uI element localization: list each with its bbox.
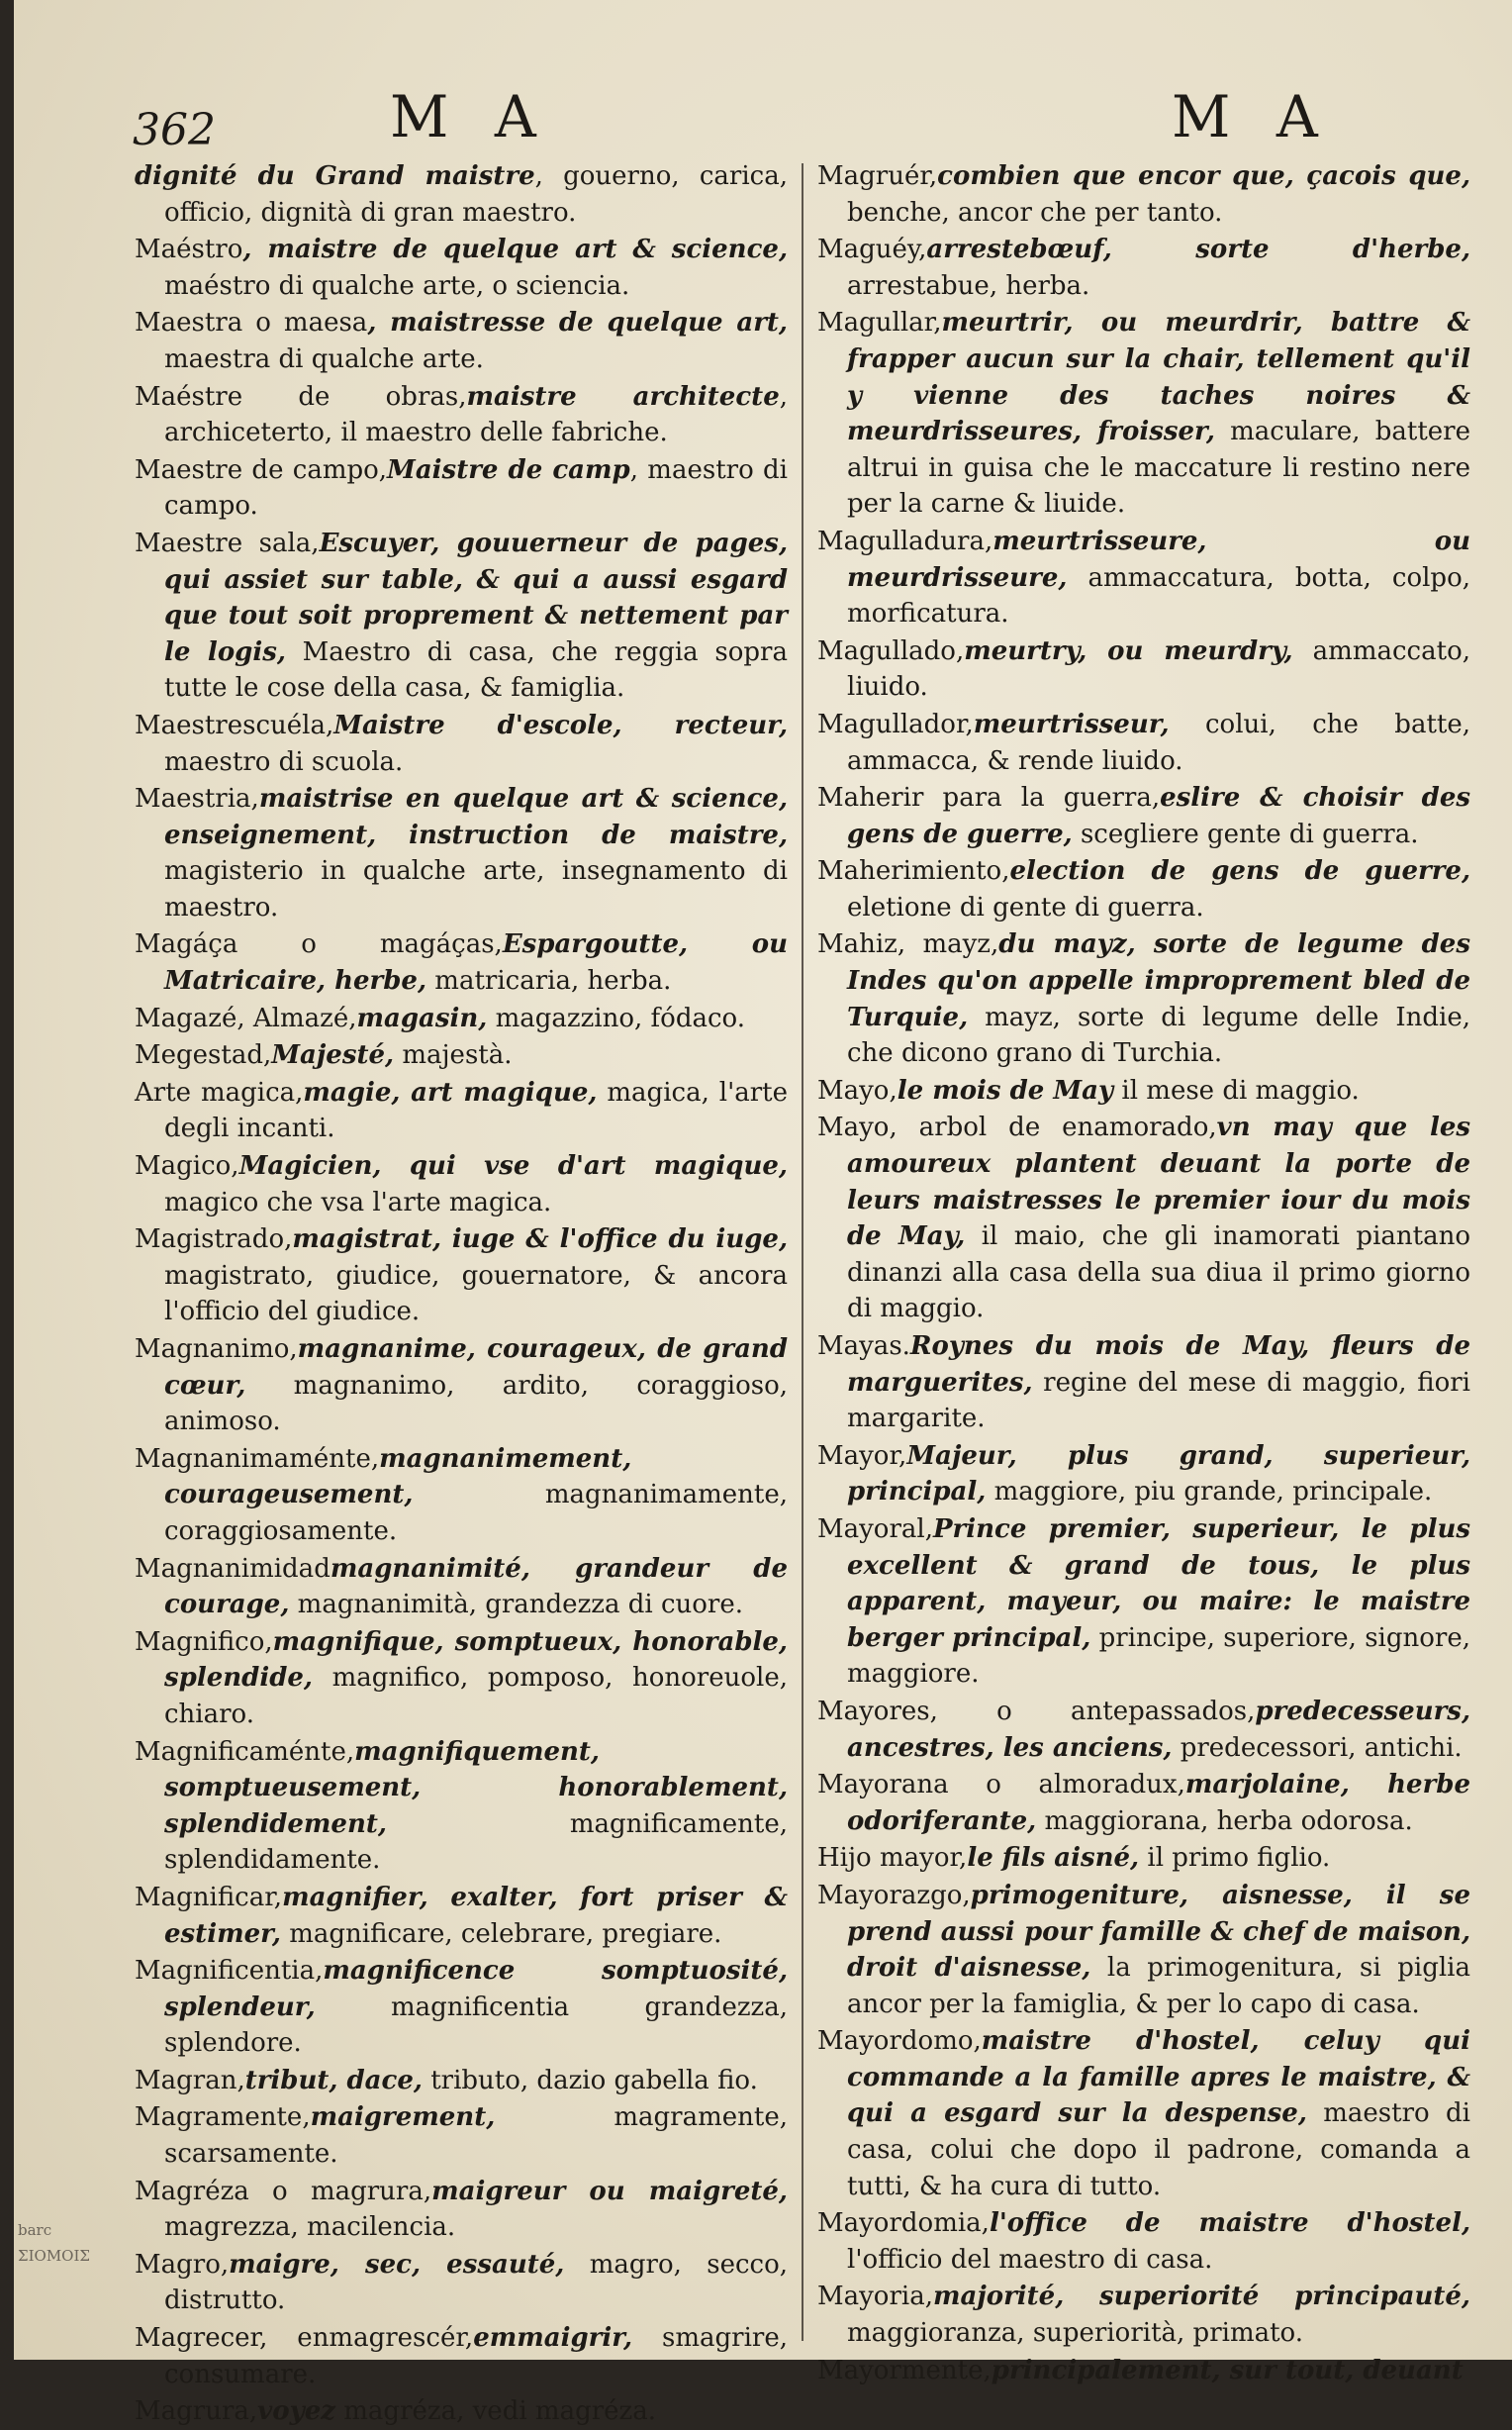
entry-headword: Magrecer, enmagrescér, [135,2323,474,2354]
dictionary-entry [135,1880,788,1952]
running-header [14,69,1512,158]
entry-french-gloss: majorité, superiorité principauté, [932,2282,1470,2312]
dictionary-entry [817,2205,1470,2278]
entry-italian-gloss: maggiore, piu grande, principale. [986,1477,1433,1507]
dictionary-entry [817,1767,1470,1839]
entry-headword: Maherir para la guerra, [817,783,1161,814]
entry-french-gloss: meurtrisseure, ou meurdrisseure, [847,526,1470,593]
entry-italian-gloss: maestra di qualche arte. [164,343,484,374]
entry-french-gloss: magie, art magique, [303,1077,598,1108]
dictionary-entry [817,524,1470,632]
right-column [817,158,1471,2385]
dictionary-entry [135,1221,788,1330]
dictionary-entry [817,1328,1470,1437]
dictionary-entry [817,1694,1470,1766]
entry-italian-gloss: magnificare, celebrare, pregiare. [280,1918,722,1949]
dictionary-entry [135,452,788,525]
entry-italian-gloss: smagrire, consumare. [164,2323,788,2389]
entry-french-gloss: Espargoutte, ou Matricaire, herbe, [164,929,789,997]
entry-italian-gloss: scegliere gente di guerra. [1072,819,1419,849]
entry-french-gloss: vn may que les amoureux plantent deuant la porte de leurs maistresses le premier iour du mois de May, [847,1113,1470,1252]
entry-headword: Mayor, [817,1440,907,1471]
entry-headword: Magramente, [135,2102,311,2133]
entry-french-gloss: election de gens de guerre, [1009,856,1470,887]
dictionary-entry [817,305,1470,523]
entry-headword: Magnanimaménte, [135,1443,380,1474]
entry-french-gloss: emmaigrir, [473,2323,633,2354]
entry-headword: Magran, [135,2065,245,2095]
entry-french-gloss: maistre architecte [466,381,780,412]
entry-french-gloss: maigrement, [310,2102,496,2133]
dictionary-entry [135,1148,788,1220]
entry-french-gloss: tribut, dace, [244,2065,423,2095]
entry-headword: Maestrescuéla, [135,710,334,740]
dictionary-entry [135,1624,788,1733]
entry-italian-gloss: magazzino, fódaco. [487,1003,745,1033]
dictionary-entry [817,1438,1470,1510]
entry-french-gloss: Maistre de camp [387,454,630,485]
entry-italian-gloss: la primogenitura, si piglia ancor per la famiglia, & per lo capo di casa. [847,1953,1470,2019]
dictionary-entry [817,1840,1470,1877]
dictionary-entry [817,1110,1470,1327]
dictionary-entry [817,2279,1470,2351]
entry-italian-gloss: magnanimo, ardito, coraggioso, animoso. [164,1370,788,1437]
entry-french-gloss: Majesté, [271,1040,395,1071]
entry-french-gloss: maistrise en quelque art & science, enseignement, instruction de maistre, [164,784,788,850]
entry-french-gloss: Roynes du mois de May, fleurs de marguerites, [847,1331,1470,1398]
dictionary-entry [817,2353,1470,2389]
entry-french-gloss: meurtrisseur, [973,709,1170,739]
entry-italian-gloss: magrezza, macilencia. [164,2212,456,2243]
dictionary-entry [135,158,788,231]
entry-italian-gloss: Maestro di casa, che reggia sopra tutte le cose della casa, & famiglia. [164,636,788,704]
entry-headword: Mayorana o almoradux, [817,1770,1185,1800]
dictionary-entry [135,2320,788,2392]
dictionary-entry [135,2174,788,2246]
dictionary-entry [135,526,788,707]
dictionary-entry [817,633,1470,706]
dictionary-entry [135,2099,788,2172]
entry-headword: Mayo, [817,1075,898,1106]
entry-italian-gloss: tributo, dazio gabella fio. [422,2065,758,2095]
entry-italian-gloss: majestà. [394,1040,513,1071]
entry-italian-gloss: , archiceterto, il maestro delle fabriche. [164,381,788,448]
entry-headword: Maestre sala, [135,528,320,558]
dictionary-entry [135,1734,788,1879]
entry-italian-gloss: il mese di maggio. [1113,1075,1360,1106]
entry-headword: Magro, [135,2249,230,2280]
gutter-fragment [14,2217,91,2356]
entry-headword: Mayormente, [817,2355,992,2385]
entry-french-gloss: Majeur, plus grand, superieur, principal, [847,1440,1470,1507]
entry-italian-gloss: ammaccatura, botta, colpo, morficatura. [847,562,1470,630]
entry-italian-gloss: maggioranza, superiorità, primato. [847,2318,1304,2349]
dictionary-entry [135,232,788,304]
entry-italian-gloss: maéstro di qualche arte, o sciencia. [164,270,630,301]
entry-italian-gloss: l'officio del maestro di casa. [847,2244,1213,2275]
entry-french-gloss: magnifique, somptueux, honorable, splendide, [164,1626,788,1694]
running-head-left: M A [390,83,550,150]
entry-headword: Magnanimo, [135,1334,298,1364]
entry-italian-gloss: regine del mese di maggio, fiori margarite. [847,1367,1470,1434]
entry-french-gloss: predecesseurs, ancestres, les anciens, [847,1696,1470,1763]
entry-french-gloss: magnanimité, grandeur de courage, [164,1553,788,1620]
entry-headword: Maherimiento, [817,856,1010,887]
entry-italian-gloss: predecessori, antichi. [1172,1732,1463,1763]
entry-headword: Magico, [135,1151,239,1182]
entry-italian-gloss: magnanimamente, coraggiosamente. [164,1480,788,1546]
entry-french-gloss: meurtrir, ou meurdrir, battre & frapper aucun sur la chair, tellement qu'il y vienne des taches noires & meurdrisseures, froisser, [847,308,1470,447]
entry-headword: Mayordomo, [817,2026,982,2057]
entry-italian-gloss: magro, secco, distrutto. [164,2249,788,2316]
column-divider [802,163,803,2341]
dictionary-entry [135,2247,788,2319]
entry-headword: Maestra o maesa [135,308,368,339]
entry-headword: Magullado, [817,635,965,666]
entry-headword: Mayoria, [817,2282,933,2312]
entry-italian-gloss: magico che vsa l'arte magica. [164,1187,552,1217]
dictionary-entry [135,1441,788,1550]
entry-italian-gloss: , gouerno, carica, officio, dignità di gran maestro. [164,161,789,228]
dictionary-entry [135,781,788,925]
entry-italian-gloss: maestro di scuola. [164,746,404,777]
entry-headword: Maéstre de obras, [135,381,467,412]
entry-headword: Magréza o magrura, [135,2176,432,2206]
entry-french-gloss: marjolaine, herbe odoriferante, [847,1770,1470,1836]
dictionary-entry [817,926,1470,1071]
entry-french-gloss: , maistre de quelque art & science, [242,235,788,265]
entry-italian-gloss: ammaccato, liuido. [847,635,1470,703]
entry-italian-gloss: eletione di gente di guerra. [847,892,1204,923]
entry-french-gloss: magnificence somptuosité, splendeur, [164,1956,788,2022]
entry-italian-gloss: magisterio in qualche arte, insegnamento di maestro. [164,856,788,923]
entry-french-gloss: Escuyer, gouuerneur de pages, qui assiet sur table, & qui a aussi esgard que tout soit proprement & nettement par le logis, [164,528,788,667]
entry-french-gloss: magnanimement, courageusement, [164,1443,632,1510]
entry-french-gloss: l'office de maistre d'hostel, [989,2208,1470,2239]
entry-italian-gloss: il maio, che gli inamorati piantano dinanzi alla casa della sua diua il primo giorno di maggio. [847,1221,1470,1324]
entry-french-gloss: maistre d'hostel, celuy qui commande a la famille apres le maistre, & qui a esgard sur la despense, [847,2026,1470,2129]
entry-headword: Magnificentia, [135,1956,324,1987]
dictionary-entry [135,926,788,999]
entry-headword: Magruér, [817,161,938,191]
entry-italian-gloss: colui, che batte, ammacca, & rende liuido. [847,709,1470,776]
dictionary-entry [135,1953,788,2062]
dictionary-entry [135,708,788,780]
entry-italian-gloss: benche, ancor che per tanto. [847,197,1223,228]
entry-italian-gloss: maggiorana, herba odorosa. [1036,1805,1413,1836]
entry-italian-gloss: matricaria, herba. [426,966,672,997]
entry-headword: Mayo, arbol de enamorado, [817,1113,1217,1143]
dictionary-entry [817,707,1470,779]
gutter-text-line: barc [18,2221,52,2239]
running-head-right: M A [1172,83,1332,150]
entry-french-gloss: maigreur ou maigreté, [431,2176,788,2206]
entry-italian-gloss: magnificamente, splendidamente. [164,1808,788,1876]
entry-headword: Mayores, o antepassados, [817,1696,1256,1726]
entry-french-gloss: principalement, sur tout, deuant [991,2355,1464,2385]
entry-italian-gloss: il primo figlio. [1139,1843,1331,1874]
entry-french-gloss: Magicien, qui vse d'art magique, [238,1151,788,1182]
entry-french-gloss: maigre, sec, essauté, [229,2249,565,2280]
entry-headword: Maéstro [135,235,243,265]
entry-headword: Magullar, [817,308,942,339]
entry-french-gloss: eslire & choisir des gens de guerre, [847,783,1470,849]
entry-french-gloss: le fils aisné, [967,1843,1140,1874]
entry-headword: Maestria, [135,784,259,815]
entry-italian-gloss: , maestro di campo. [164,454,788,522]
entry-headword: Maestre de campo, [135,454,388,485]
entry-headword: Arte magica, [135,1077,304,1108]
entry-french-gloss: magnifier, exalter, fort priser & estimer, [164,1882,788,1949]
entry-headword: Mayordomia, [817,2208,990,2239]
entry-headword: Magáça o magáças, [135,929,503,960]
entry-italian-gloss: arrestabue, herba. [847,270,1090,301]
entry-italian-gloss: magnificentia grandezza, splendore. [164,1992,788,2059]
entry-headword: Mayoral, [817,1513,933,1544]
entry-headword: Hijo mayor, [817,1843,968,1874]
entry-headword: Magnanimidad [135,1553,331,1584]
entry-headword: Maguéy, [817,235,927,265]
entry-headword: Mahiz, mayz, [817,929,999,960]
dictionary-entry [817,1511,1470,1693]
entry-italian-gloss: mayz, sorte di legume delle Indie, che dicono grano di Turchia. [847,1002,1470,1069]
dictionary-entry [817,853,1470,925]
entry-french-gloss: meurtry, ou meurdry, [964,635,1293,666]
dictionary-entry [817,232,1470,304]
dictionary-entry [135,379,788,451]
entry-french-gloss: combien que encor que, çacois que, [937,161,1470,191]
entry-italian-gloss: principe, superiore, signore, maggiore. [847,1622,1470,1690]
entry-italian-gloss: maculare, battere altrui in guisa che le maccature li restino nere per la carne & liuide. [847,417,1471,520]
dictionary-entry [817,1073,1470,1110]
dictionary-entry [817,780,1470,852]
entry-italian-gloss: maestro di casa, colui che dopo il padrone, comanda a tutti, & ha cura di tutto. [847,2098,1470,2201]
dictionary-entry [135,1331,788,1440]
entry-headword: Magnificaménte, [135,1736,355,1767]
entry-french-gloss: magasin, [356,1003,488,1033]
entry-italian-gloss: magica, l'arte degli incanti. [164,1077,788,1144]
entry-headword: Mayas. [817,1331,910,1361]
dictionary-entry [817,2023,1470,2204]
entry-headword: Magulladura, [817,526,993,556]
entry-headword: Magrura, [135,2396,258,2427]
entry-french-gloss: dignité du Grand maistre [135,161,535,191]
entry-french-gloss: magnanime, courageux, de grand cœur, [164,1334,788,1401]
entry-headword: Magistrado, [135,1224,293,1255]
dictionary-page [14,0,1512,2427]
entry-italian-gloss: magistrato, giudice, gouernatore, & ancora l'officio del giudice. [164,1260,788,1327]
entry-french-gloss: Prince premier, superieur, le plus excellent & grand de tous, le plus apparent, mayeur, ou maire: le maistre berger principal, [847,1513,1470,1653]
left-column [135,158,789,2427]
entry-french-gloss: primogeniture, aisnesse, il se prend aussi pour famille & chef de maison, droit d'aisnesse, [847,1880,1470,1984]
entry-french-gloss: le mois de May [897,1075,1114,1106]
dictionary-entry [817,158,1470,231]
dictionary-entry [135,2063,788,2099]
entry-french-gloss: arrestebœuf, sorte d'herbe, [926,235,1470,265]
page-number: 362 [133,105,216,155]
entry-headword: Magnificar, [135,1882,283,1912]
entry-italian-gloss: magréza, vedi magréza. [335,2396,656,2427]
entry-italian-gloss: magnifico, pomposo, honoreuole, chiaro. [164,1663,788,1729]
entry-french-gloss: magnifiquement, somptueusement, honorablement, splendidement, [164,1736,788,1839]
entry-headword: Mayorazgo, [817,1880,971,1910]
entry-french-gloss: magistrat, iuge & l'office du iuge, [292,1224,788,1255]
entry-headword: Magullador, [817,709,974,739]
entry-french-gloss: du mayz, sorte de legume des Indes qu'on appelle improprement bled de Turquie, [847,929,1470,1032]
dictionary-entry [135,1037,788,1074]
dictionary-entry [817,1878,1470,2022]
entry-italian-gloss: magnanimità, grandezza di cuore. [289,1590,743,1620]
entry-french-gloss: Maistre d'escole, recteur, [333,710,788,740]
entry-french-gloss: voyez [257,2396,336,2427]
entry-headword: Megestad, [135,1040,272,1071]
gutter-text-line: ΣΙΟΜΟΙΣ [18,2247,91,2265]
dictionary-entry [135,305,788,377]
entry-headword: Magnifico, [135,1626,273,1657]
dictionary-entry [135,2393,788,2430]
entry-headword: Magazé, Almazé, [135,1003,357,1033]
dictionary-entry [135,1075,788,1147]
dictionary-entry [135,1551,788,1623]
entry-italian-gloss: magramente, scarsamente. [164,2102,788,2170]
entry-french-gloss: , maistresse de quelque art, [367,308,788,339]
dictionary-entry [135,1001,788,1037]
